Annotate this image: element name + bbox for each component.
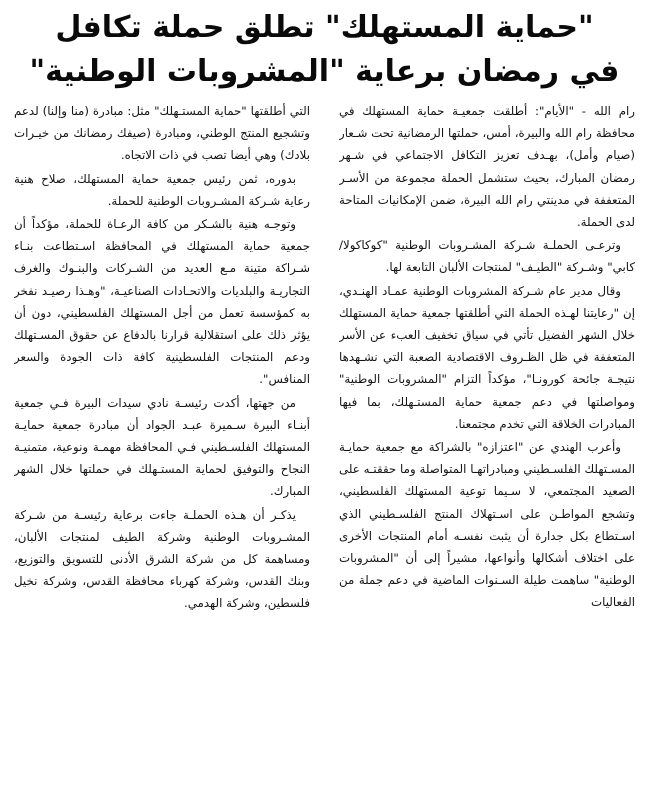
paragraph: التي أطلقتها "حماية المستـهلك" مثل: مبادرة (منا وإلنا) لدعم وتشجيع المنتج الوطني، ومبادرة (صيفك رمضانك من خيـرات بلادك) وهي أيضا تصب في ذات الاتجاه. (14, 104, 310, 163)
paragraph: رام الله - "الأيام": أطلقت جمعيـة حماية المستهلك في محافظة رام الله والبيرة، أمس، حملتها الرمضانية تحت شـعار (صيام وأمل)، بهـدف تعزيز التكافل الاجتماعي في شـهر رمضان المبارك، بحيث ستشمل الحملة مجموعة من الأسـر المتعففة في مدينتي رام الله البيرة، ضمن الإمكانيات المتاحة لدى الحملة. (339, 104, 635, 230)
paragraph: وأعرب الهندي عن "اعتزازه" بالشراكة مع جمعية حمايـة المسـتهلك الفلسـطيني ومبادراتهـا المتواصلة وما حققتـه على الصعيد المجتمعي، لا سـيما توعية المستهلك الفلسطيني، وتشجع المواطـن على اسـتهلاك المنتج الفلسـطيني الذي اسـتطاع بكل جدارة أن يثبت نفسـه أمام المنتجات الأخرى على اختلاف أشكالها وأنواعها، مشيراً إلى أن "المشروبات الوطنية" ساهمت طيلة السـنوات الماضية في دعم جملة من الفعاليات (339, 440, 635, 610)
article-body (14, 100, 635, 805)
headline-line-2: في رمضان برعاية "المشروبات الوطنية" (29, 54, 620, 89)
column-right (339, 100, 635, 805)
paragraph: وتوجـه هنية بالشـكر من كافة الرعـاة للحملة، مؤكداً أن جمعية حماية المستهلك في المحافظة اسـتطاعت بنـاء شـراكة متينة مـع العديد من الشـركات والبنـوك والغرف التجاريـة والبلديات والاتحـادات الصناعيـة، "وهـذا رصيـد نفخر به كمؤسسة تعمل من أجل المستهلك الفلسطيني، دون أن يؤثر ذلك على استقلالية قرارنا بالدفاع عن حقوق المسـتهلك ودعم المنتجات الفلسطينية كافة ذات الجودة والسعر المنافس". (14, 217, 310, 387)
paragraph: يذكـر أن هـذه الحملـة جاءت برعاية رئيسـة من شـركة المشـروبات الوطنية وشركة الطيف لمنتجات الألبان، ومساهمة كل من شركة الشرق الأدنى للتسويق والتوزيع، وبنك القدس، وشركة كهرباء محافظة القدس، وشركة نخيل فلسطين، وشركة الهدمي. (14, 507, 310, 611)
article-headline (8, 6, 641, 94)
paragraph: من جهتها، أكدت رئيسـة نادي سيدات البيرة فـي جمعية أبنـاء البيرة سـميرة عبـد الجواد أن مبادرة جمعية حمايـة المستهلك الفلسـطيني فـي المحافظة مهمـة ونوعية، متمنيـة النجاح والتوفيق لحماية المستـهلك في حملتها خلال الشهر المبارك. (14, 395, 310, 499)
paragraph: وترعـى الحملـة شـركة المشـروبات الوطنية "كوكاكولا/كابي" وشـركة "الطيـف" لمنتجات الألبان التابعة لها. (339, 238, 635, 275)
headline-line-1: "حماية المستهلك" تطلق حملة تكافل (55, 10, 594, 45)
paragraph: بدوره، ثمن رئيس جمعية حماية المستهلك، صلاح هنية رعاية شـركة المشـروبات الوطنية للحملة. (14, 171, 310, 208)
column-left (14, 100, 310, 805)
paragraph: وقال مدير عام شـركة المشروبات الوطنية عمـاد الهنـدي، إن "رعايتنا لهـذه الحملة التي أطلقتها جمعية حماية المستهلك خلال الشهر الفضيل تأتي في سياق تخفيف العبء عن الأسر المتعففة في ظل الظـروف الاقتصادية الصعبة التي نشـهدها نتيجـة جائحة كورونـا"، مؤكداً التزام "المشروبات الوطنية" ومواصلتها في دعم جمعية حماية المستـهلك، بما فيها المبادرات الخلاقة التي تخدم مجتمعنا. (339, 283, 635, 431)
